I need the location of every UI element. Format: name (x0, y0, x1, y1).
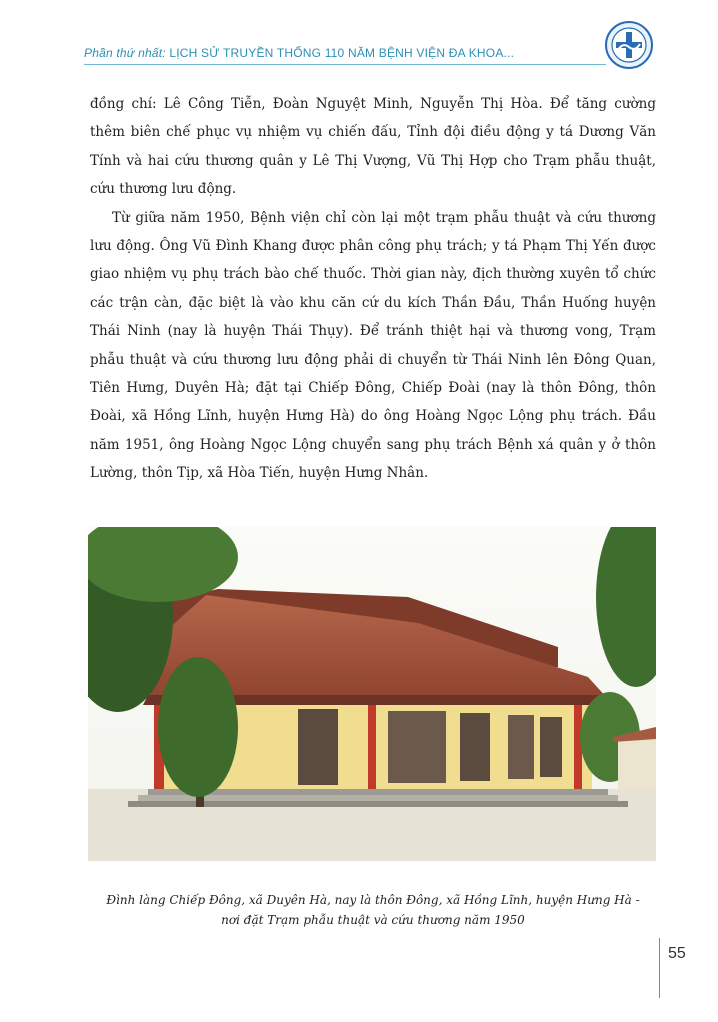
running-header (84, 46, 604, 60)
caption-line-1: Đình làng Chiếp Đông, xã Duyên Hà, nay là thôn Đông, xã Hồng Lĩnh, huyện Hưng Hà - (106, 893, 640, 907)
page-number: 55 (668, 945, 686, 962)
header-divider (84, 64, 606, 65)
page-number-divider (659, 938, 660, 998)
header-title: LỊCH SỬ TRUYỀN THỐNG 110 NĂM BỆNH VIỆN ĐA KHOA... (165, 46, 515, 60)
paragraph-1: đồng chí: Lê Công Tiễn, Đoàn Nguyệt Minh, Nguyễn Thị Hòa. Để tăng cường thêm biên chế phục vụ nhiệm vụ chiến đấu, Tỉnh đội điều động y tá Dương Văn Tính và hai cứu thương quân y Lê Thị Vượng, Vũ Thị Hợp cho Trạm phẫu thuật, cứu thương lưu động. (90, 96, 656, 198)
caption-line-2: nơi đặt Trạm phẫu thuật và cứu thương năm 1950 (221, 913, 525, 927)
article-body (90, 90, 656, 488)
village-temple-photo (88, 527, 656, 861)
paragraph-2: Từ giữa năm 1950, Bệnh viện chỉ còn lại một trạm phẫu thuật và cứu thương lưu động. Ông Vũ Đình Khang được phân công phụ trách; y tá Phạm Thị Yến được giao nhiệm vụ phụ trách bào chế thuốc. Thời gian này, địch thường xuyên tổ chức các trận càn, đặc biệt là vào khu căn cứ du kích Thần Đầu, Thần Huống huyện Thái Ninh (nay là huyện Thái Thụy). Để tránh thiệt hại và thương vong, Trạm phẫu thuật và cứu thương lưu động phải di chuyển từ Thái Ninh lên Đông Quan, Tiên Hưng, Duyên Hà; đặt tại Chiếp Đông, Chiếp Đoài (nay là thôn Đông, thôn Đoài, xã Hồng Lĩnh, huyện Hưng Hà) do ông Hoàng Ngọc Lộng phụ trách. Đầu năm 1951, ông Hoàng Ngọc Lộng chuyển sang phụ trách Bệnh xá quân y ở thôn Lường, thôn Tịp, xã Hòa Tiến, huyện Hưng Nhân. (90, 209, 656, 482)
header-part-label: Phần thứ nhất: (84, 46, 166, 60)
photo-caption (90, 890, 656, 930)
hospital-logo-icon (604, 20, 654, 70)
